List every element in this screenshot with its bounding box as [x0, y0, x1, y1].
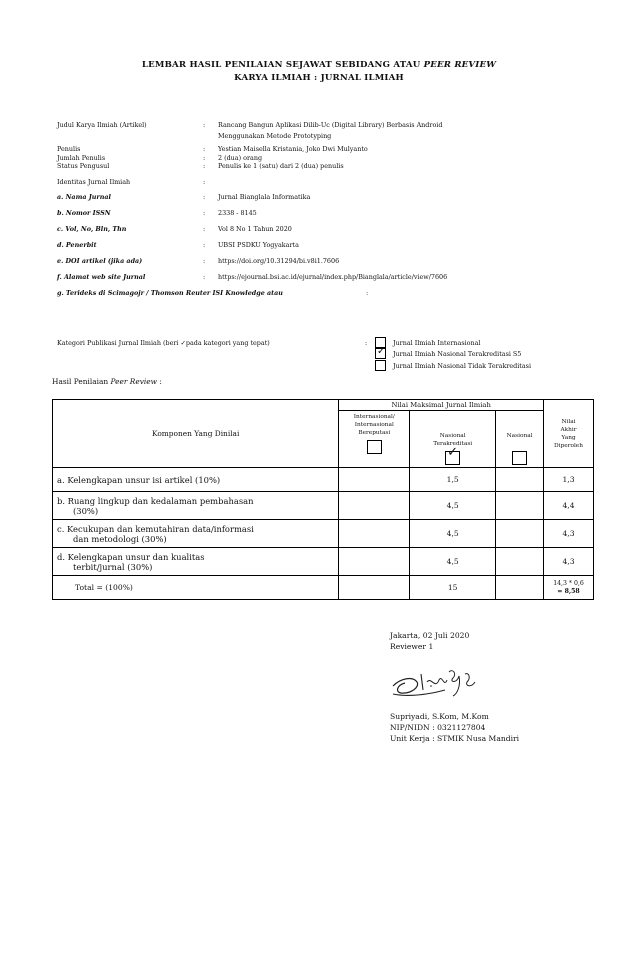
- table-row: [53, 492, 594, 520]
- meta-value: Vol 8 No 1 Tahun 2020: [218, 225, 292, 233]
- reviewer-name: Supriyadi, S.Kom, M.Kom: [390, 712, 489, 721]
- meta-label: b. Nomor ISSN: [57, 209, 111, 217]
- reviewer-unit: Unit Kerja : STMIK Nusa Mandiri: [390, 734, 520, 743]
- meta-value: https://ejournal.bsi.ac.id/ejurnal/index.php/Bianglala/article/view/7606: [218, 273, 448, 281]
- meta-label: Identitas Jurnal Ilmiah: [57, 178, 131, 186]
- meta-value: 2338 - 8145: [218, 209, 257, 217]
- internasional-header: Internasional/ Internasional Bereputasi: [339, 411, 410, 468]
- meta-label: c. Vol, No, Bln, Thn: [57, 225, 127, 233]
- row-nasional-terakreditasi: 4,5: [410, 492, 496, 520]
- meta-label: Judul Karya Ilmiah (Artikel): [57, 121, 147, 129]
- meta-label: f. Alamat web site Jurnal: [57, 273, 146, 281]
- row-internasional: [339, 468, 410, 492]
- review-form-page: LEMBAR HASIL PENILAIAN SEJAWAT SEBIDANG ATAU PEER REVIEW KARYA ILMIAH : JURNAL ILMIAH Judul Karya Ilmiah (Artikel) : Rancang Bangun Aplikasi Dilib-Uc (Digital Library) Berbasis Android Menggunakan Metode Prototyping Penulis : Yestian Maisella Kristania, Joko Dwi Mulyanto Jumlah Penulis : 2 (dua) orang Status Pengusul : Penulis ke 1 (satu) dari 2 (dua) penulis Identitas Jurnal Ilmiah : a. Nama Jurnal : Jurnal Bianglala Informatika b. Nomor ISSN : 2338 - 8145 c. Vol, No, Bln, Thn : Vol 8 No 1 Tahun 2020 d. Penerbit : UBSI PSDKU Yogyakarta e. DOI artikel (jika ada) : https://doi.org/10.31294/bi.v8i1.7606 f. Alamat web site Jurnal : https://ejournal.bsi.ac.id/ejurnal/index.php/Bianglala/article/view/7606 g. Terideks di Scimagojr / Thomson Reuter ISI Knowledge atau : Kategori Publikasi Jurnal Ilmiah (beri ✓pada kategori yang tepat) : Jurnal Ilmiah Internasional ✓ Jurnal Ilmiah Nasional Terakreditasi S5 Jurnal Ilmiah Nasional Tidak Terakreditasi Hasil Penilaian Peer Review : Komponen Yang Dinilai Nilai Maksimal Jurnal Ilmiah Nilai Akhir Yang Diperoleh Internasional/ Internasional Bereputasi Nasional Terakreditasi ✓ Nasional a. Kelengkapan unsur isi artikel (10%) 1,5 1,3 b. Ruang lingkup dan kedalaman pembahasan (30%) 4,5 4,4 c. Kecukupan dan kemutahiran data/informasi dan metodologi (30%) 4,5 4,3 d. Kelengkapan unsur dan kualitas terbit/jurnal (30%) 4,5 4,3 Total = (100%) 15 14,3 * 0,6 = 8,58 Jakarta, 02 Juli 2020 Reviewer 1 Supriyadi, S.Kom, M.Kom NIP/NIDN : 0321127804 Unit Kerja : STMIK Nusa Mandiri: [0, 0, 638, 975]
- row-label: b. Ruang lingkup dan kedalaman pembahasan (30%): [53, 492, 339, 520]
- nilai-maksimal-header: Nilai Maksimal Jurnal Ilmiah: [339, 400, 544, 411]
- reviewer-nip: NIP/NIDN : 0321127804: [390, 723, 486, 732]
- row-nasional-terakreditasi: 4,5: [410, 520, 496, 548]
- total-label: Total = (100%): [53, 576, 339, 600]
- row-final: 4,3: [544, 548, 594, 576]
- meta-value: https://doi.org/10.31294/bi.v8i1.7606: [218, 257, 340, 265]
- table-row: [53, 468, 594, 492]
- nasional-terakreditasi-checkbox[interactable]: [445, 445, 460, 465]
- nasional-header: Nasional: [496, 411, 544, 468]
- meta-value: Rancang Bangun Aplikasi Dilib-Uc (Digital Library) Berbasis Android: [218, 121, 443, 129]
- row-label: d. Kelengkapan unsur dan kualitas terbit/jurnal (30%): [53, 548, 339, 576]
- signature-role: Reviewer 1: [390, 642, 434, 651]
- check-icon: ✓: [447, 445, 459, 460]
- row-nasional-terakreditasi: 1,5: [410, 468, 496, 492]
- meta-value: Menggunakan Metode Prototyping: [218, 132, 332, 140]
- meta-value: Penulis ke 1 (satu) dari 2 (dua) penulis: [218, 162, 344, 170]
- internasional-checkbox[interactable]: [367, 440, 382, 454]
- kategori-checkbox-nasional-terakreditasi[interactable]: [375, 348, 386, 359]
- total-internasional: [339, 576, 410, 600]
- komponen-header: Komponen Yang Dinilai: [53, 400, 339, 468]
- table-total-row: [53, 576, 594, 600]
- row-label: a. Kelengkapan unsur isi artikel (10%): [53, 468, 339, 492]
- row-nasional: [496, 548, 544, 576]
- score-table: [52, 399, 594, 600]
- title-italic: PEER REVIEW: [423, 60, 497, 70]
- kategori-label: Kategori Publikasi Jurnal Ilmiah (beri ✓pada kategori yang tepat): [57, 339, 270, 347]
- signature-block-bottom: [390, 711, 519, 744]
- row-nasional-terakreditasi: 4,5: [410, 548, 496, 576]
- kategori-checkbox-nasional-tidak[interactable]: [375, 360, 386, 371]
- table-row: [53, 548, 594, 576]
- form-title-line1: LEMBAR HASIL PENILAIAN SEJAWAT SEBIDANG ATAU PEER REVIEW: [141, 60, 497, 70]
- meta-label: a. Nama Jurnal: [57, 193, 111, 201]
- row-internasional: [339, 492, 410, 520]
- meta-value: Yestian Maisella Kristania, Joko Dwi Mulyanto: [218, 145, 368, 153]
- nasional-checkbox[interactable]: [512, 451, 527, 465]
- signature-block-top: [390, 630, 469, 652]
- meta-label: Status Pengusul: [57, 162, 110, 170]
- row-label: c. Kecukupan dan kemutahiran data/informasi dan metodologi (30%): [53, 520, 339, 548]
- table-header-row: [53, 400, 594, 411]
- kategori-option-label: Jurnal Ilmiah Nasional Terakreditasi S5: [393, 350, 522, 358]
- signature-place-date: Jakarta, 02 Juli 2020: [390, 631, 470, 640]
- meta-value: 2 (dua) orang: [218, 154, 263, 162]
- row-nasional: [496, 468, 544, 492]
- check-icon: ✓: [377, 346, 386, 357]
- kategori-option-label: Jurnal Ilmiah Nasional Tidak Terakreditasi: [393, 362, 532, 370]
- row-nasional: [496, 520, 544, 548]
- row-internasional: [339, 520, 410, 548]
- form-title-line2: KARYA ILMIAH : JURNAL ILMIAH: [234, 73, 404, 83]
- kategori-option-label: Jurnal Ilmiah Internasional: [393, 339, 481, 347]
- total-nasional: [496, 576, 544, 600]
- meta-label: e. DOI artikel (jika ada): [57, 257, 143, 265]
- meta-value: Jurnal Bianglala Informatika: [218, 193, 311, 201]
- nilai-akhir-header: Nilai Akhir Yang Diperoleh: [544, 400, 594, 468]
- meta-label: Jumlah Penulis: [57, 154, 106, 162]
- table-row: [53, 520, 594, 548]
- total-final: 14,3 * 0,6 = 8,58: [544, 576, 594, 600]
- row-final: 1,3: [544, 468, 594, 492]
- hasil-heading: Hasil Penilaian Peer Review :: [52, 377, 162, 386]
- handwritten-signature: [387, 660, 487, 706]
- row-nasional: [496, 492, 544, 520]
- row-final: 4,4: [544, 492, 594, 520]
- meta-label: g. Terideks di Scimagojr / Thomson Reuter ISI Knowledge atau: [57, 289, 283, 297]
- total-nasional-terakreditasi: 15: [410, 576, 496, 600]
- nasional-terakreditasi-header: Nasional Terakreditasi ✓: [410, 411, 496, 468]
- meta-label: d. Penerbit: [57, 241, 97, 249]
- row-internasional: [339, 548, 410, 576]
- meta-value: UBSI PSDKU Yogyakarta: [218, 241, 299, 249]
- row-final: 4,3: [544, 520, 594, 548]
- meta-label: Penulis: [57, 145, 81, 153]
